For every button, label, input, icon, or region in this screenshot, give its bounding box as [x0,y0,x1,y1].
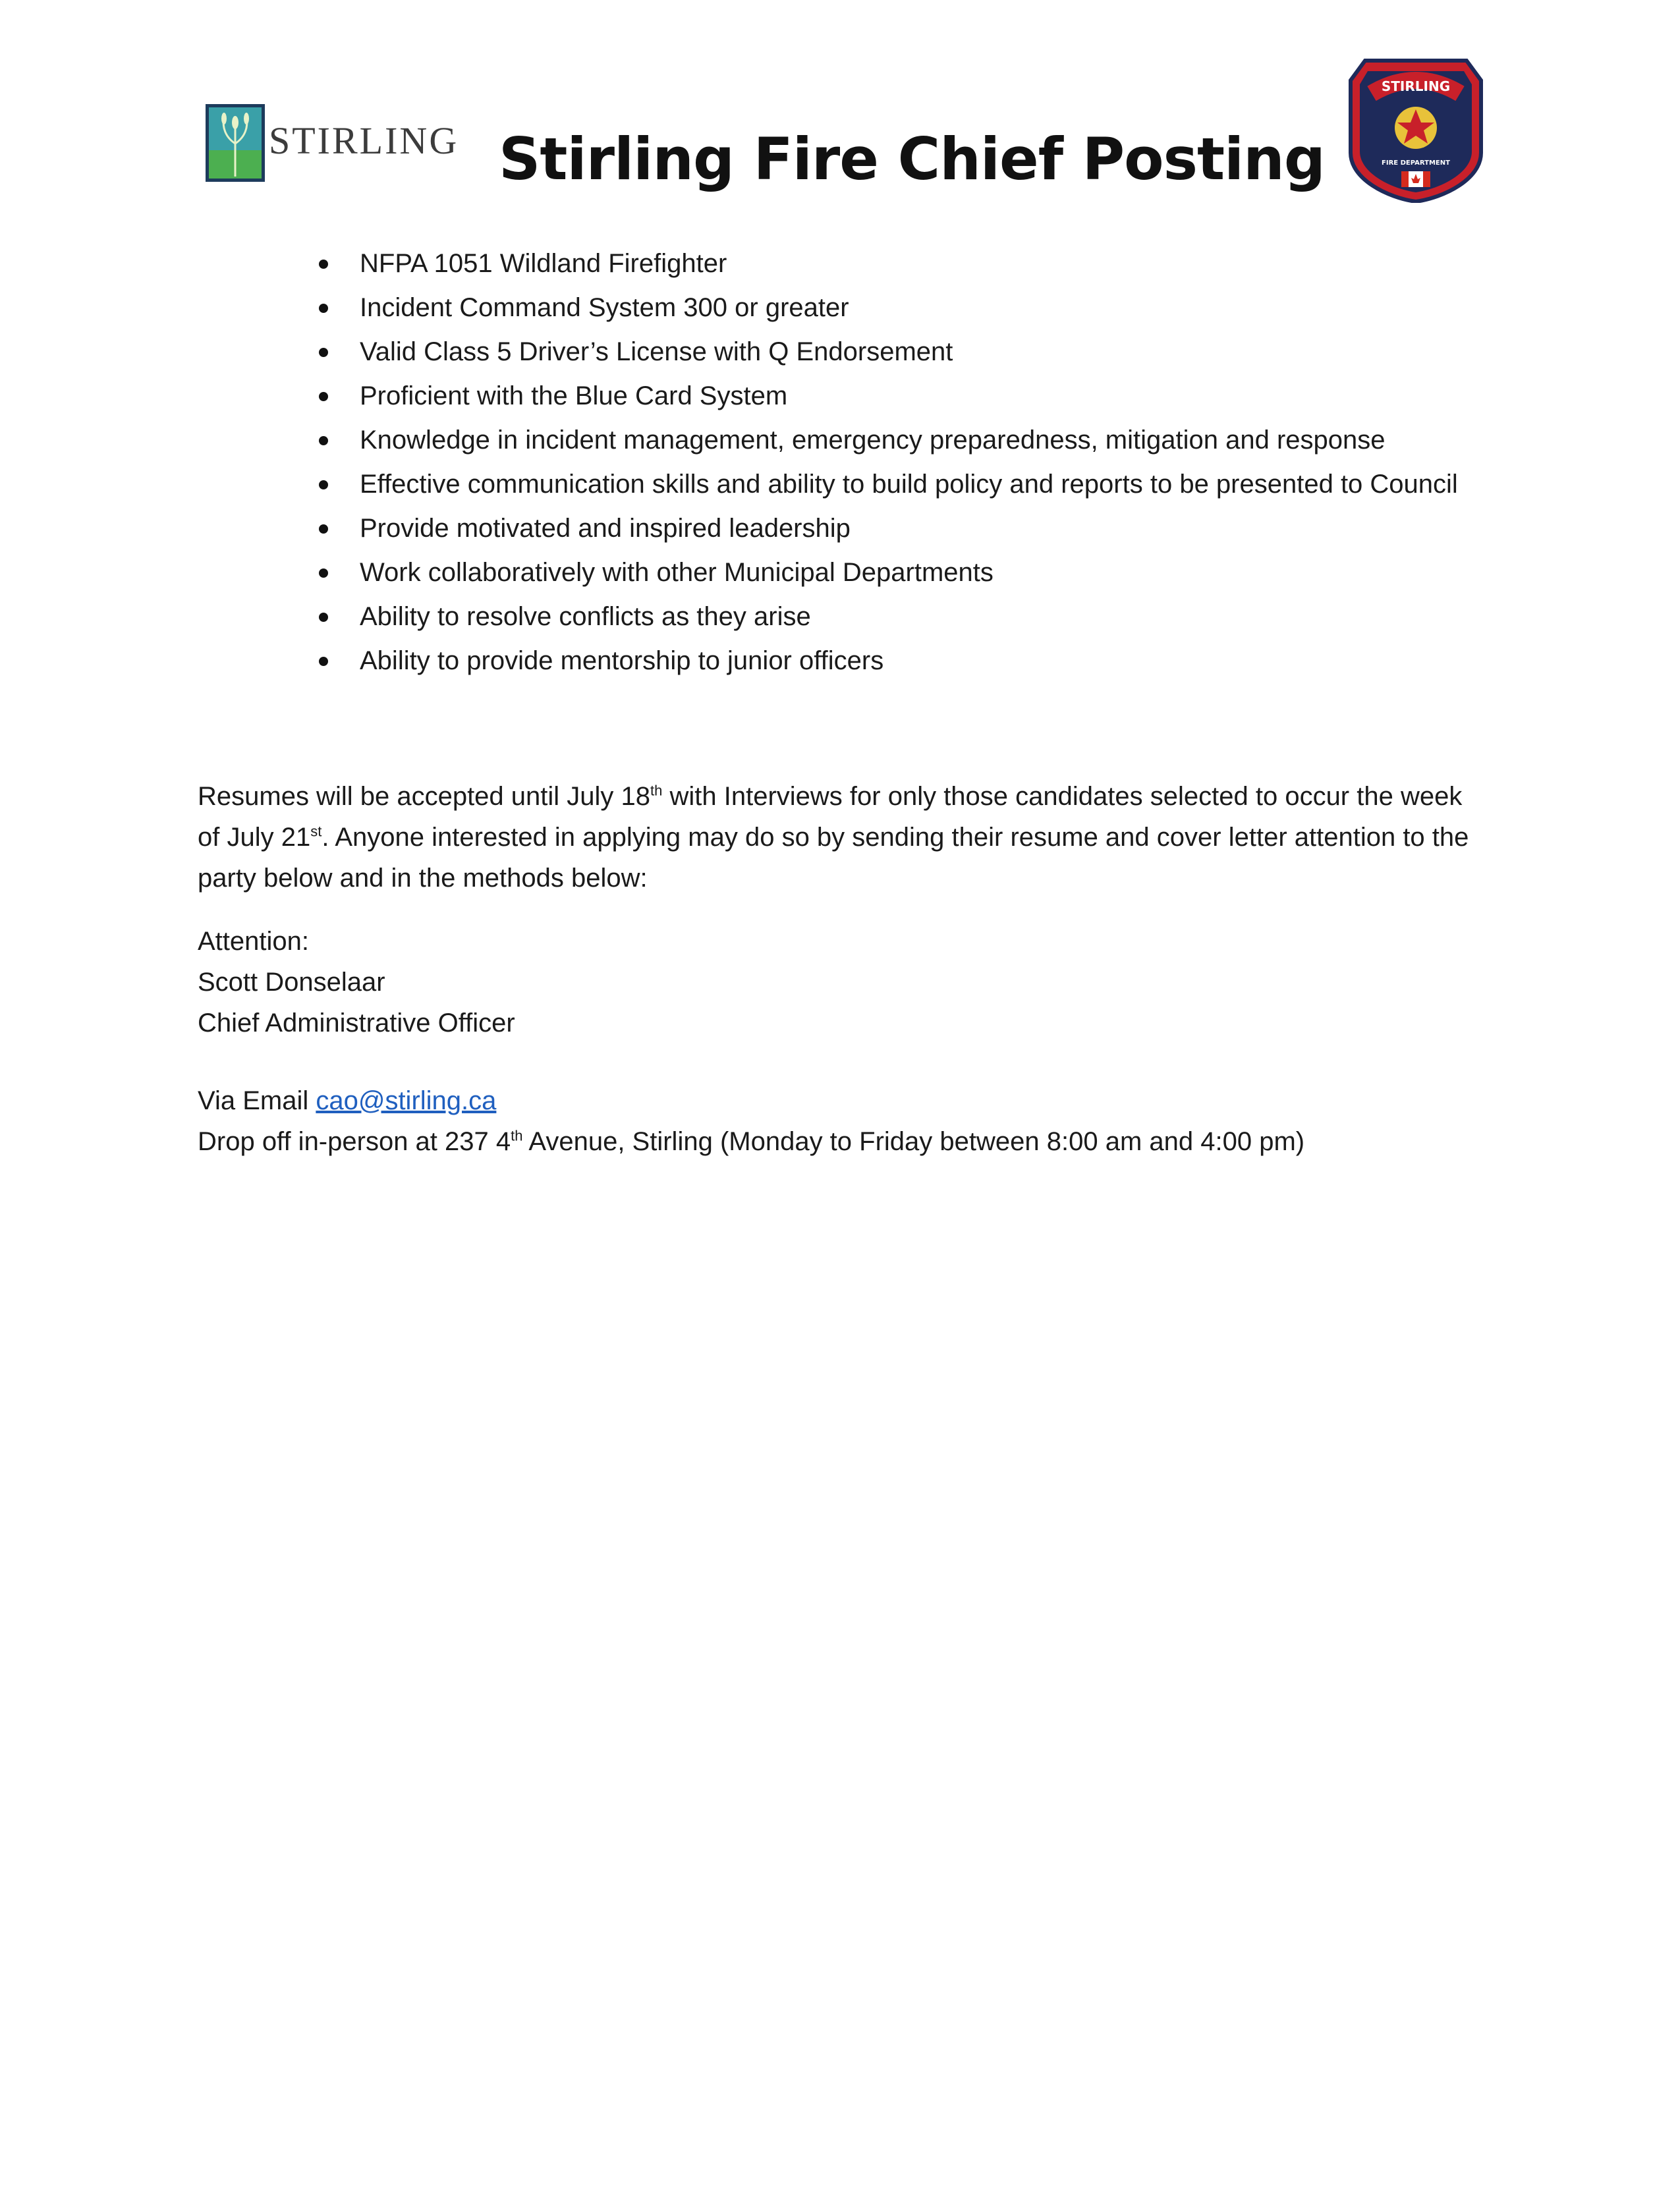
list-item [320,466,1480,503]
email-line: Via Email cao@stirling.ca [198,1086,497,1115]
qualification-text: Effective communication skills and ability to build policy and reports to be presented to Council [360,470,1458,499]
bullet-icon [319,260,328,269]
qualification-text: Provide motivated and inspired leadership [360,514,851,543]
wheat-emblem-icon [206,104,265,182]
application-paragraph: Resumes will be accepted until July 18th with Interviews for only those candidates selected to occur the week of July 21st. Anyone interested in applying may do so by sending their resume and cover letter attention to the party below and in the methods below: [198,782,1469,893]
bullet-icon [319,304,328,313]
list-item [320,422,1480,458]
qualification-text: Valid Class 5 Driver’s License with Q Endorsement [360,337,953,366]
list-item [320,245,1480,282]
bullet-icon [319,524,328,534]
qualification-text: Ability to provide mentorship to junior officers [360,646,884,675]
badge-top-text: STIRLING [1381,78,1451,94]
list-item [320,510,1480,547]
qualification-text: Ability to resolve conflicts as they arise [360,602,811,631]
list-item [320,598,1480,635]
attention-label: Attention: [198,927,310,956]
fire-department-badge [1345,54,1486,203]
list-item [320,289,1480,326]
qualifications-list [320,245,1480,686]
bullet-icon [319,613,328,622]
bullet-icon [319,480,328,489]
qualification-text: Incident Command System 300 or greater [360,293,849,322]
email-link[interactable]: cao@stirling.ca [316,1086,497,1115]
qualification-text: Knowledge in incident management, emergency preparedness, mitigation and response [360,426,1386,455]
bullet-icon [319,348,328,357]
contact-methods [198,1080,1304,1162]
list-item [320,642,1480,679]
fire-badge-icon [1345,54,1486,203]
bullet-icon [319,657,328,666]
qualification-text: Proficient with the Blue Card System [360,381,788,410]
logo-wordmark: STIRLING [269,119,459,162]
bullet-icon [319,436,328,445]
page-title: Stirling Fire Chief Posting [499,125,1325,193]
badge-bottom-text: FIRE DEPARTMENT [1382,159,1450,167]
attention-block [198,921,515,1043]
bullet-icon [319,568,328,578]
bullet-icon [319,392,328,401]
stirling-town-logo [206,104,459,183]
list-item [320,333,1480,370]
contact-role: Chief Administrative Officer [198,1009,515,1038]
qualification-text: NFPA 1051 Wildland Firefighter [360,249,727,278]
list-item [320,554,1480,591]
qualification-text: Work collaboratively with other Municipal Departments [360,558,994,587]
dropoff-line: Drop off in-person at 237 4th Avenue, Stirling (Monday to Friday between 8:00 am and 4:00 pm) [198,1127,1305,1156]
list-item [320,377,1480,414]
contact-name: Scott Donselaar [198,968,385,997]
